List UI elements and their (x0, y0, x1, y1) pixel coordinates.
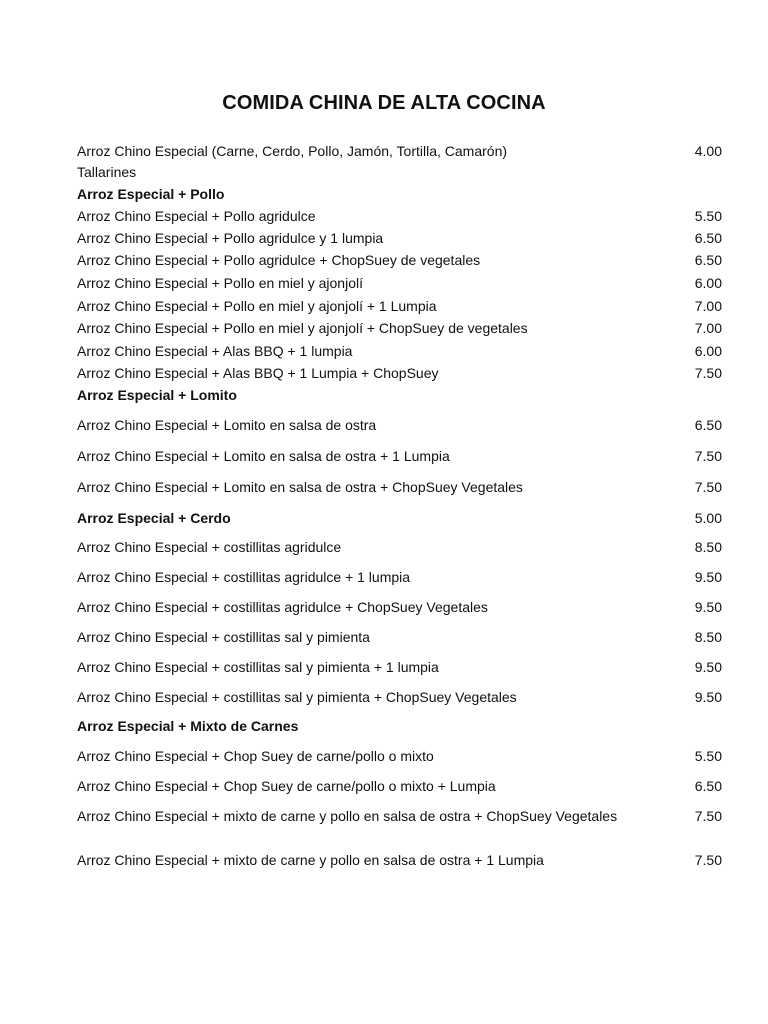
item-description: Arroz Chino Especial + costillitas sal y pimienta + 1 lumpia (77, 659, 439, 675)
item-description: Arroz Chino Especial + Alas BBQ + 1 lumpia (77, 343, 353, 359)
item-price: 6.50 (694, 252, 722, 268)
item-price: 9.50 (694, 569, 722, 585)
item-description: Arroz Chino Especial + costillitas sal y pimienta + ChopSuey Vegetales (77, 689, 517, 705)
item-description: Arroz Chino Especial + Pollo en miel y ajonjolí + ChopSuey de vegetales (77, 320, 528, 336)
item-price: 6.00 (694, 343, 722, 359)
menu-item (77, 206, 722, 227)
item-price: 6.50 (694, 417, 722, 433)
item-price: 6.00 (694, 275, 722, 291)
section-heading-label: Arroz Especial + Lomito (77, 387, 237, 403)
section-heading-label: Arroz Especial + Mixto de Carnes (77, 718, 299, 734)
page-title: COMIDA CHINA DE ALTA COCINA (222, 92, 546, 114)
item-price: 9.50 (694, 689, 722, 705)
item-description: Arroz Chino Especial + Lomito en salsa de ostra + 1 Lumpia (77, 448, 450, 464)
item-price: 8.50 (694, 539, 722, 555)
menu-item (77, 477, 722, 498)
menu-item (77, 657, 722, 678)
menu-item (77, 597, 722, 618)
item-price: 7.00 (694, 320, 722, 336)
menu-item (77, 141, 722, 162)
menu-item (77, 250, 722, 271)
item-description: Arroz Chino Especial + Pollo en miel y ajonjolí (77, 275, 363, 291)
section-heading-label: Arroz Especial + Cerdo (77, 510, 231, 526)
item-description: Arroz Chino Especial + Lomito en salsa de ostra (77, 417, 377, 433)
item-description: Arroz Chino Especial + Chop Suey de carne/pollo o mixto (77, 748, 434, 764)
menu-item (77, 341, 722, 362)
menu-item (77, 363, 722, 384)
section-heading (77, 716, 722, 737)
section-heading-label: Arroz Especial + Pollo (77, 186, 225, 202)
menu-item (77, 446, 722, 467)
item-price: 7.50 (694, 808, 722, 824)
menu-item (77, 273, 722, 294)
item-description: Arroz Chino Especial + mixto de carne y pollo en salsa de ostra + ChopSuey Vegetales (77, 808, 618, 824)
menu-item (77, 746, 722, 767)
item-price: 5.50 (694, 748, 722, 764)
item-description: Arroz Chino Especial + costillitas agridulce (77, 539, 342, 555)
menu-item (77, 318, 722, 339)
menu-item (77, 776, 722, 797)
section-heading (77, 385, 722, 406)
menu-item (77, 162, 722, 183)
item-description: Arroz Chino Especial + costillitas agridulce + 1 lumpia (77, 569, 411, 585)
item-price: 7.50 (694, 479, 722, 495)
menu-item (77, 627, 722, 648)
item-description: Arroz Chino Especial + costillitas agridulce + ChopSuey Vegetales (77, 599, 488, 615)
menu-item (77, 296, 722, 317)
item-description: Tallarines (77, 164, 137, 180)
item-price: 4.00 (694, 143, 722, 159)
item-price: 7.50 (694, 852, 722, 868)
item-price: 7.50 (694, 365, 722, 381)
item-price: 7.50 (694, 448, 722, 464)
item-price: 5.50 (694, 208, 722, 224)
item-description: Arroz Chino Especial (Carne, Cerdo, Pollo, Jamón, Tortilla, Camarón) (77, 143, 508, 159)
item-description: Arroz Chino Especial + Chop Suey de carne/pollo o mixto + Lumpia (77, 778, 496, 794)
menu-item (77, 228, 722, 249)
menu-item (77, 567, 722, 588)
menu-item (77, 850, 722, 871)
item-description: Arroz Chino Especial + Pollo agridulce (77, 208, 316, 224)
item-description: Arroz Chino Especial + Lomito en salsa de ostra + ChopSuey Vegetales (77, 479, 523, 495)
item-price: 8.50 (694, 629, 722, 645)
item-price: 9.50 (694, 599, 722, 615)
menu-item (77, 806, 722, 827)
item-price: 9.50 (694, 659, 722, 675)
menu-item (77, 687, 722, 708)
item-price: 6.50 (694, 230, 722, 246)
section-heading (77, 184, 722, 205)
item-price: 6.50 (694, 778, 722, 794)
section-heading (77, 508, 722, 529)
item-description: Arroz Chino Especial + Alas BBQ + 1 Lumpia + ChopSuey (77, 365, 439, 381)
section-heading-price: 5.00 (694, 510, 722, 526)
item-description: Arroz Chino Especial + Pollo agridulce + ChopSuey de vegetales (77, 252, 481, 268)
menu-item (77, 415, 722, 436)
item-description: Arroz Chino Especial + mixto de carne y pollo en salsa de ostra + 1 Lumpia (77, 852, 544, 868)
item-description: Arroz Chino Especial + Pollo en miel y ajonjolí + 1 Lumpia (77, 298, 437, 314)
item-price: 7.00 (694, 298, 722, 314)
item-description: Arroz Chino Especial + costillitas sal y pimienta (77, 629, 370, 645)
menu-item (77, 537, 722, 558)
item-description: Arroz Chino Especial + Pollo agridulce y 1 lumpia (77, 230, 384, 246)
